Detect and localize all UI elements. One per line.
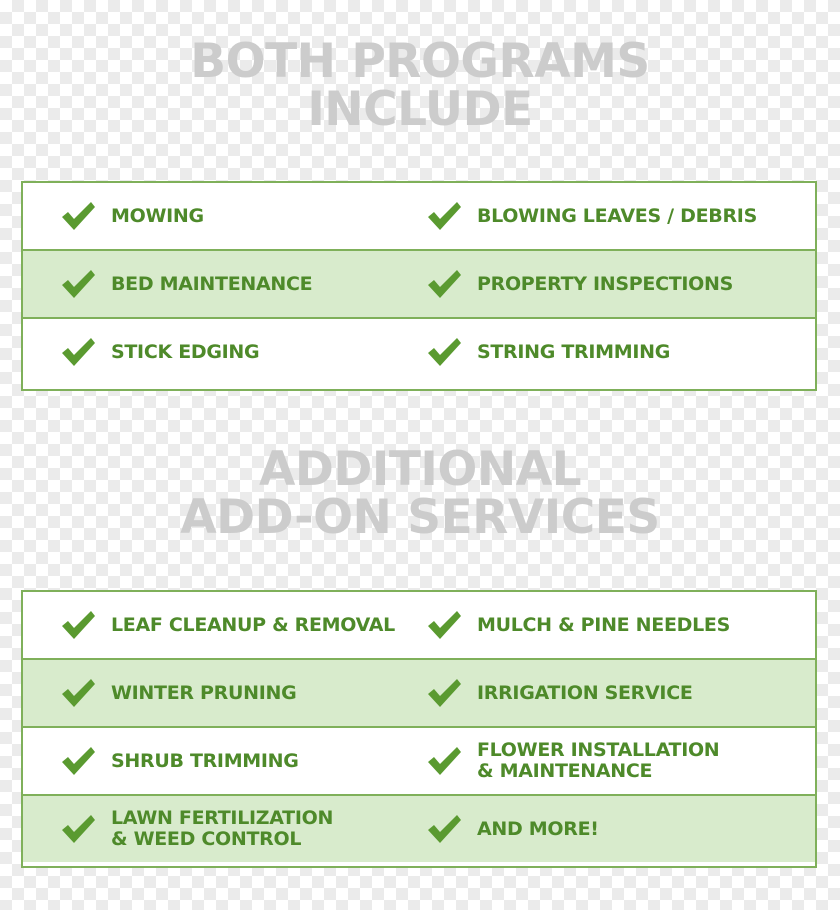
service-item — [59, 251, 419, 317]
check-icon — [59, 267, 97, 301]
check-icon — [59, 812, 97, 846]
service-item — [59, 319, 419, 385]
section-title-addons — [0, 442, 840, 545]
service-label-line: FLOWER INSTALLATION — [477, 739, 720, 761]
section-title-line: BOTH PROGRAMS — [190, 34, 650, 89]
service-item — [425, 251, 805, 317]
section-title-programs — [0, 34, 840, 137]
check-icon — [425, 744, 463, 778]
service-label: STRING TRIMMING — [477, 340, 670, 363]
service-label: LEAF CLEANUP & REMOVAL — [111, 613, 395, 636]
table-row — [23, 728, 815, 796]
check-icon — [59, 608, 97, 642]
table-row — [23, 592, 815, 660]
check-icon — [59, 199, 97, 233]
table-row — [23, 796, 815, 862]
service-label: AND MORE! — [477, 817, 599, 840]
service-label: IRRIGATION SERVICE — [477, 681, 693, 704]
service-label — [111, 808, 333, 850]
service-item — [59, 592, 419, 658]
service-item — [59, 728, 419, 794]
check-icon — [59, 744, 97, 778]
service-label-line: & MAINTENANCE — [477, 760, 653, 782]
service-item — [425, 592, 805, 658]
table-row — [23, 251, 815, 319]
service-label: SHRUB TRIMMING — [111, 749, 299, 772]
check-icon — [59, 335, 97, 369]
service-label: MULCH & PINE NEEDLES — [477, 613, 730, 636]
service-label: WINTER PRUNING — [111, 681, 297, 704]
service-label: PROPERTY INSPECTIONS — [477, 272, 733, 295]
service-label: MOWING — [111, 204, 204, 227]
service-label-line: LAWN FERTILIZATION — [111, 807, 334, 829]
service-label-line: & WEED CONTROL — [111, 828, 302, 850]
table-row — [23, 183, 815, 251]
check-icon — [425, 676, 463, 710]
addon-services-table — [21, 590, 817, 868]
section-title-line: INCLUDE — [307, 82, 533, 137]
service-label — [477, 740, 719, 782]
service-label: STICK EDGING — [111, 340, 260, 363]
check-icon — [425, 199, 463, 233]
service-item — [425, 660, 805, 726]
check-icon — [425, 812, 463, 846]
check-icon — [425, 335, 463, 369]
service-item — [425, 796, 805, 862]
service-item — [59, 660, 419, 726]
check-icon — [59, 676, 97, 710]
service-label: BLOWING LEAVES / DEBRIS — [477, 204, 757, 227]
service-item — [425, 319, 805, 385]
check-icon — [425, 608, 463, 642]
service-item — [59, 183, 419, 249]
service-item — [59, 796, 419, 862]
service-item — [425, 183, 805, 249]
programs-include-table — [21, 181, 817, 391]
table-row — [23, 660, 815, 728]
section-title-line: ADD-ON SERVICES — [180, 490, 660, 545]
check-icon — [425, 267, 463, 301]
table-row — [23, 319, 815, 385]
service-label: BED MAINTENANCE — [111, 272, 313, 295]
service-item — [425, 728, 805, 794]
section-title-line: ADDITIONAL — [258, 442, 582, 497]
